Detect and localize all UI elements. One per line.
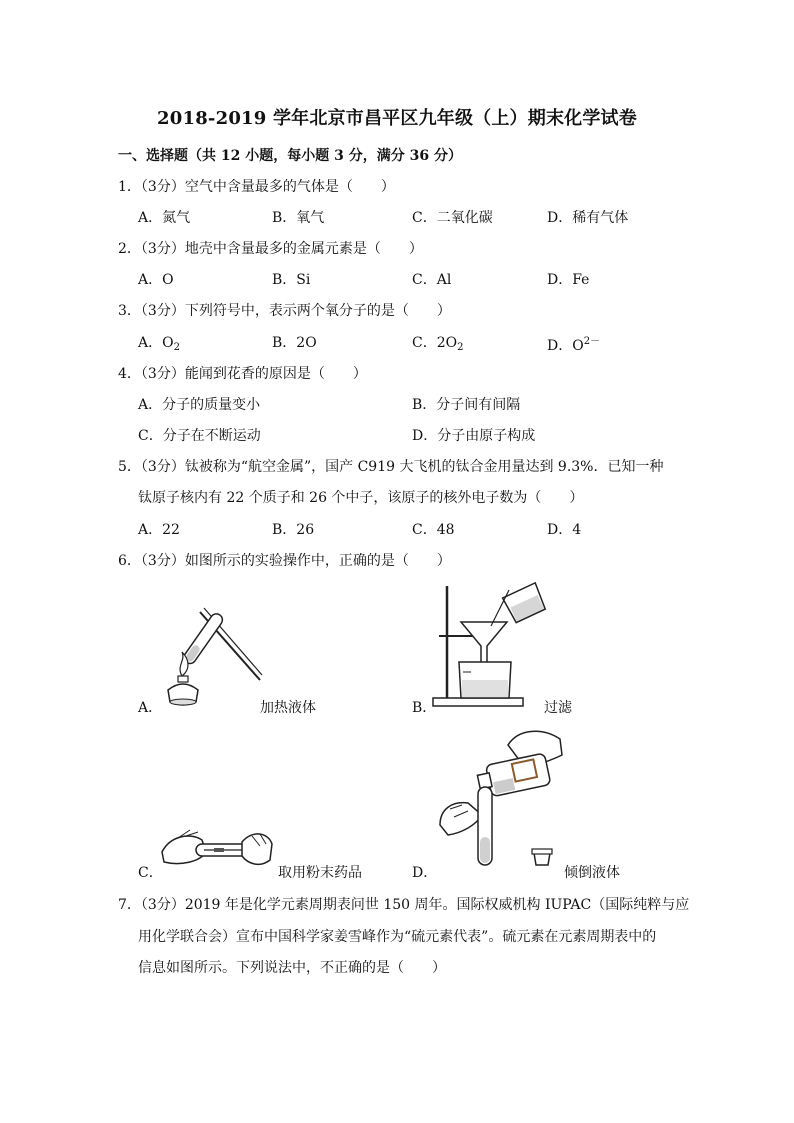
powder-loading-icon <box>160 822 275 872</box>
option-text: D．O <box>547 338 584 354</box>
question-6-option-d-letter: D． <box>412 865 438 881</box>
subscript: 2 <box>173 342 180 353</box>
superscript: 2－ <box>583 336 601 347</box>
question-3-option-d <box>547 332 600 355</box>
question-6-option-b-letter: B． <box>412 700 437 716</box>
question-4-option-a: A．分子的质量变小 <box>138 397 261 413</box>
option-text: B．2O <box>272 335 317 351</box>
subscript: 2 <box>457 342 464 353</box>
question-1-option-b: B．氧气 <box>272 210 325 226</box>
question-6-option-b-caption: 过滤 <box>544 700 572 716</box>
question-4-option-b: B．分子间有间隔 <box>412 397 521 413</box>
section-heading: 一、选择题（共 12 小题，每小题 3 分，满分 36 分） <box>118 148 462 164</box>
question-3-option-a <box>138 332 180 353</box>
question-1-option-c: C．二氧化碳 <box>412 210 493 226</box>
question-2-option-b: B．Si <box>272 272 311 288</box>
question-5-stem-line-2: 钛原子核内有 22 个质子和 26 个中子，该原子的核外电子数为（ ） <box>138 490 584 506</box>
question-5-option-c: C．48 <box>412 522 455 538</box>
question-5-option-b: B．26 <box>272 522 315 538</box>
question-2-option-a: A．O <box>138 272 174 288</box>
question-1-option-a: A．氮气 <box>138 210 191 226</box>
question-6-option-a-letter: A． <box>138 700 163 716</box>
question-3-option-b <box>272 332 317 352</box>
question-6-stem: 6．（3分）如图所示的实验操作中，正确的是（ ） <box>118 553 451 569</box>
question-4-option-c: C．分子在不断运动 <box>138 428 261 444</box>
question-7-stem-line-2: 用化学联合会）宣布中国科学家姜雪峰作为“硫元素代表”。硫元素在元素周期表中的 <box>138 929 657 945</box>
test-tube-heating-icon <box>160 590 265 715</box>
question-1-option-d: D．稀有气体 <box>547 210 629 226</box>
pouring-liquid-icon <box>438 725 568 875</box>
option-text: A．O <box>138 335 174 351</box>
question-5-option-a: A．22 <box>138 522 180 538</box>
question-6-option-d-caption: 倾倒液体 <box>564 865 620 881</box>
question-4-option-d: D．分子由原子构成 <box>412 428 536 444</box>
question-3-stem: 3．（3分）下列符号中，表示两个氧分子的是（ ） <box>118 303 451 319</box>
question-6-option-c-caption: 取用粉末药品 <box>278 865 362 881</box>
question-1-stem: 1．（3分）空气中含量最多的气体是（ ） <box>118 179 395 195</box>
question-6-option-a-caption: 加热液体 <box>260 700 316 716</box>
question-7-stem-line-3: 信息如图所示。下列说法中，不正确的是（ ） <box>138 960 446 976</box>
question-3-option-c <box>412 332 463 353</box>
question-2-option-d: D．Fe <box>547 272 590 288</box>
option-text: C．2O <box>412 335 458 351</box>
question-2-stem: 2．（3分）地壳中含量最多的金属元素是（ ） <box>118 241 423 257</box>
filtration-apparatus-icon <box>425 580 550 710</box>
page-title: 2018-2019 学年北京市昌平区九年级（上）期末化学试卷 <box>157 108 637 129</box>
question-5-option-d: D．4 <box>547 522 582 538</box>
question-4-stem: 4．（3分）能闻到花香的原因是（ ） <box>118 366 367 382</box>
question-6-option-c-letter: C． <box>138 865 163 881</box>
question-2-option-c: C．Al <box>412 272 452 288</box>
question-7-stem-line-1: 7．（3分）2019 年是化学元素周期表问世 150 周年。国际权威机构 IUPAC（国际纯粹与应 <box>118 897 690 913</box>
question-5-stem-line-1: 5．（3分）钛被称为“航空金属”，国产 C919 大飞机的钛合金用量达到 9.3%．已知一种 <box>118 459 664 475</box>
